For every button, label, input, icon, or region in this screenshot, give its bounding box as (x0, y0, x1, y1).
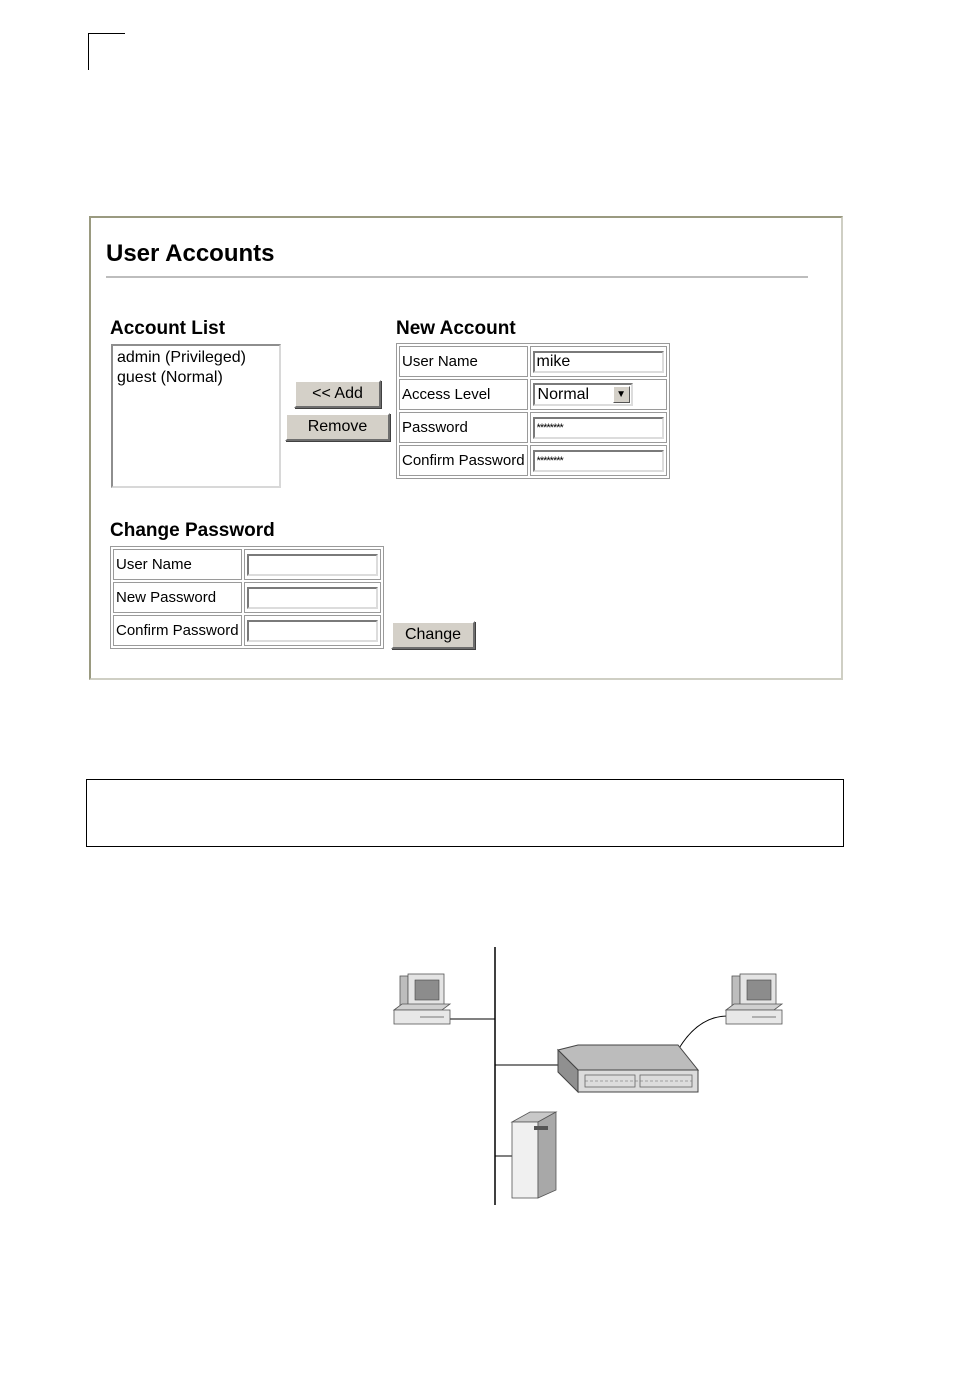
user-accounts-panel (89, 216, 843, 680)
link-pc-right (678, 1016, 728, 1050)
page-title: User Accounts (106, 240, 275, 267)
add-button[interactable]: << Add (294, 380, 381, 408)
title-divider (106, 276, 808, 278)
crop-mark (88, 33, 125, 70)
new-password-input[interactable] (533, 417, 664, 439)
note-box (86, 779, 844, 847)
account-list-heading: Account List (110, 318, 226, 339)
change-password-table (110, 546, 384, 649)
network-diagram (380, 940, 800, 1210)
computer-icon (394, 974, 450, 1024)
remove-button[interactable]: Remove (285, 413, 390, 441)
cp-confirm-password-input[interactable] (247, 620, 378, 642)
user-name-label: User Name (399, 346, 528, 377)
cp-new-password-label: New Password (113, 582, 242, 613)
account-listbox[interactable] (111, 344, 281, 488)
new-account-heading: New Account (396, 318, 516, 339)
server-icon (512, 1112, 556, 1198)
access-level-label: Access Level (399, 379, 528, 410)
access-level-value: Normal (537, 385, 590, 403)
new-account-table (396, 343, 670, 479)
list-item[interactable]: guest (Normal) (117, 369, 223, 386)
cp-confirm-password-label: Confirm Password (113, 615, 242, 646)
confirm-password-label: Confirm Password (399, 445, 528, 476)
access-level-select[interactable] (533, 383, 633, 406)
new-user-name-input[interactable] (533, 351, 664, 373)
switch-icon (558, 1045, 698, 1092)
chevron-down-icon[interactable]: ▼ (613, 386, 630, 403)
computer-icon (726, 974, 782, 1024)
cp-user-name-input[interactable] (247, 554, 378, 576)
new-confirm-password-input[interactable] (533, 450, 664, 472)
list-item[interactable]: admin (Privileged) (117, 349, 246, 366)
password-label: Password (399, 412, 528, 443)
change-button[interactable]: Change (391, 621, 475, 649)
change-password-heading: Change Password (110, 520, 275, 541)
cp-new-password-input[interactable] (247, 587, 378, 609)
cp-user-name-label: User Name (113, 549, 242, 580)
